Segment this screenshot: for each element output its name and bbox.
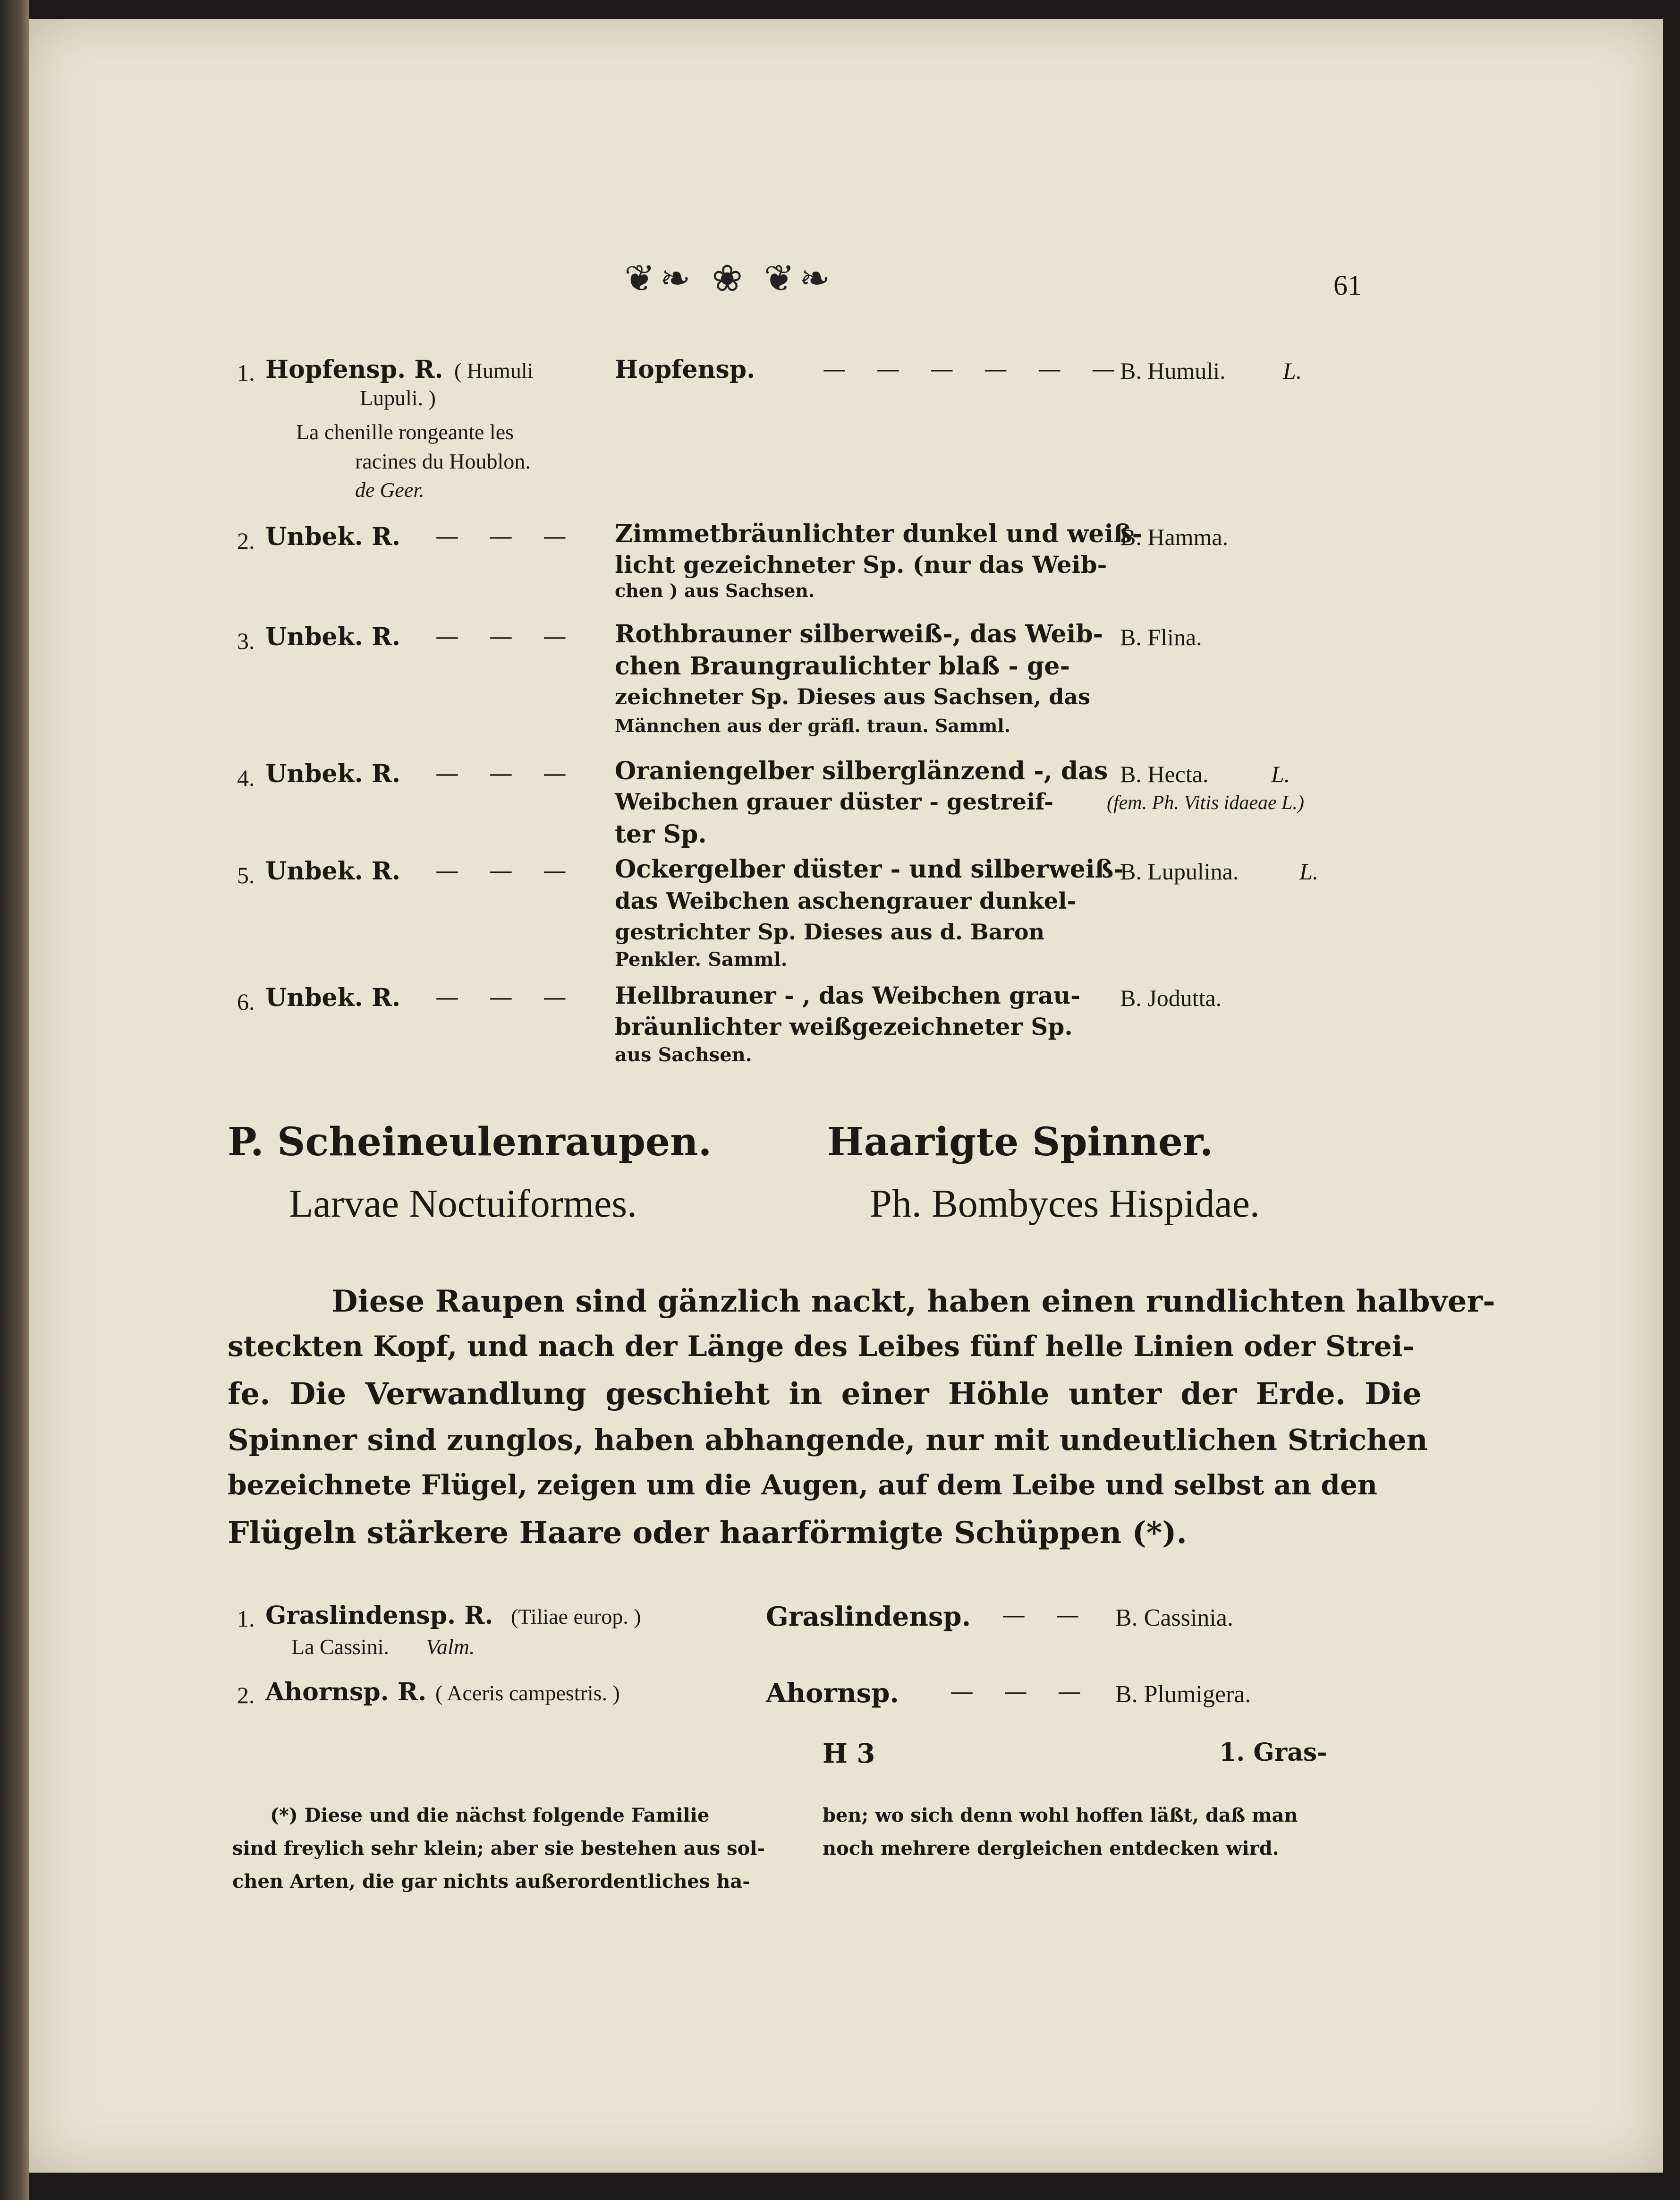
species-author: L. (1271, 761, 1290, 787)
species-name: B. Flina. (1120, 624, 1202, 650)
description-line: Zimmetbräunlichter dunkel und weiß- (615, 520, 1143, 548)
footnote-line: (*) Diese und die nächst folgende Familie (270, 1804, 710, 1826)
dash-leader: — — — (435, 983, 578, 1011)
species-name: B. Hecta. (1120, 761, 1209, 787)
description-line: Penkler. Samml. (615, 948, 788, 971)
reference-author: Valm. (426, 1635, 475, 1659)
reference-line: La chenille rongeante les (296, 420, 514, 444)
larva-latin-cont: Lupuli. ) (360, 386, 436, 410)
species-name: B. Cassinia. (1115, 1604, 1233, 1631)
larva-name: Ahornsp. R. (265, 1678, 427, 1706)
footnote-line: sind freylich sehr klein; aber sie bestehen aus sol- (232, 1837, 765, 1859)
paragraph-line: fe. Die Verwandlung geschieht in einer Höhle unter der Erde. Die (228, 1376, 1422, 1412)
species-name: B. Humuli. (1120, 358, 1226, 384)
section-left-title: P. Scheineulenraupen. (228, 1119, 712, 1165)
species-author: L. (1283, 358, 1302, 384)
species-name: B. Plumigera. (1115, 1681, 1251, 1708)
description-line: Ockergelber düster - und silberweiß- (615, 855, 1124, 884)
paragraph-line: steckten Kopf, und nach der Länge des Leibes fünf helle Linien oder Strei- (228, 1330, 1415, 1363)
description-line: Oraniengelber silberglänzend -, das (615, 757, 1108, 785)
paragraph-line: bezeichnete Flügel, zeigen um die Augen, auf dem Leibe und selbst an den (228, 1469, 1378, 1501)
paragraph-line: Flügeln stärkere Haare oder haarförmigte Schüppen (*). (228, 1515, 1187, 1551)
section-right-subtitle: Ph. Bombyces Hispidae. (870, 1182, 1260, 1226)
larva-latin: (Tiliae europ. ) (511, 1604, 641, 1629)
description-line: Hellbrauner - , das Weibchen grau- (615, 981, 1080, 1009)
larva-name: Graslindensp. R. (265, 1601, 493, 1630)
entry-number: 4. (237, 765, 255, 791)
entry-number: 3. (237, 628, 255, 654)
larva-name: Unbek. R. (265, 522, 401, 551)
section-right-title: Haarigte Spinner. (827, 1119, 1213, 1165)
description-line: zeichneter Sp. Dieses aus Sachsen, das (615, 684, 1091, 709)
description-line: licht gezeichneter Sp. (nur das Weib- (615, 551, 1107, 579)
larva-latin: ( Aceris campestris. ) (435, 1681, 620, 1705)
dash-leader: — — (1002, 1601, 1091, 1629)
dash-leader: — — — (435, 759, 578, 787)
description-line: aus Sachsen. (615, 1044, 752, 1066)
larva-name: Unbek. R. (265, 857, 401, 886)
larva-latin: ( Humuli (454, 358, 534, 383)
catchword: 1. Gras- (1219, 1738, 1327, 1767)
reference-line: racines du Houblon. (355, 449, 531, 473)
entry-number: 1. (237, 359, 255, 386)
description-line: Männchen aus der gräfl. traun. Samml. (615, 715, 1010, 736)
species-name: B. Jodutta. (1120, 985, 1222, 1011)
dash-leader: — — — — — — (823, 355, 1127, 383)
signature-mark: H 3 (823, 1738, 875, 1769)
entry-number: 1. (237, 1605, 255, 1632)
header-ornament: ❦❧ ❀ ❦❧ (624, 257, 835, 300)
species-name: B. Hamma. (1120, 524, 1229, 550)
species-note: (fem. Ph. Vitis idaeae L.) (1107, 792, 1304, 814)
dash-leader: — — — (950, 1678, 1093, 1705)
larva-name: Unbek. R. (265, 622, 401, 651)
larva-name: Hopfensp. R. (265, 355, 443, 384)
page-number: 61 (1333, 270, 1362, 301)
description-line: chen Braungraulichter blaß - ge- (615, 652, 1070, 681)
reference-author: de Geer. (355, 478, 424, 502)
description-line: das Weibchen aschengrauer dunkel- (615, 888, 1077, 914)
entry-number: 6. (237, 989, 255, 1015)
description-line: gestrichter Sp. Dieses aus d. Baron (615, 919, 1045, 945)
footnote-line: noch mehrere dergleichen entdecken wird. (823, 1837, 1279, 1859)
paragraph-line: Diese Raupen sind gänzlich nackt, haben einen rundlichten halbver- (331, 1284, 1495, 1319)
larva-name: Unbek. R. (265, 759, 401, 788)
species-name: B. Lupulina. (1120, 858, 1239, 885)
moth-name: Graslindensp. (766, 1601, 971, 1632)
footnote-line: chen Arten, die gar nichts außerordentliches ha- (232, 1870, 750, 1893)
description-line: Weibchen grauer düster - gestreif- (615, 789, 1054, 815)
moth-name: Ahornsp. (766, 1678, 899, 1709)
dash-leader: — — — (435, 522, 578, 550)
description-line: ter Sp. (615, 820, 707, 849)
section-left-subtitle: Larvae Noctuiformes. (289, 1182, 637, 1226)
description-line: Rothbrauner silberweiß-, das Weib- (615, 620, 1103, 648)
entry-number: 2. (237, 528, 255, 554)
entry-number: 5. (237, 862, 255, 888)
larva-name: Unbek. R. (265, 983, 401, 1012)
reference-line: La Cassini. (291, 1635, 389, 1659)
moth-name: Hopfensp. (615, 355, 755, 384)
dash-leader: — — — (435, 622, 578, 650)
description-line: chen ) aus Sachsen. (615, 580, 815, 601)
book-spine (0, 0, 29, 2200)
entry-number: 2. (237, 1682, 255, 1708)
paragraph-line: Spinner sind zunglos, haben abhangende, nur mit undeutlichen Strichen (228, 1423, 1428, 1457)
description-line: bräunlichter weißgezeichneter Sp. (615, 1013, 1073, 1040)
species-author: L. (1299, 858, 1319, 885)
dash-leader: — — — (435, 857, 578, 884)
book-page (29, 19, 1663, 2173)
footnote-line: ben; wo sich denn wohl hoffen läßt, daß man (823, 1804, 1298, 1826)
